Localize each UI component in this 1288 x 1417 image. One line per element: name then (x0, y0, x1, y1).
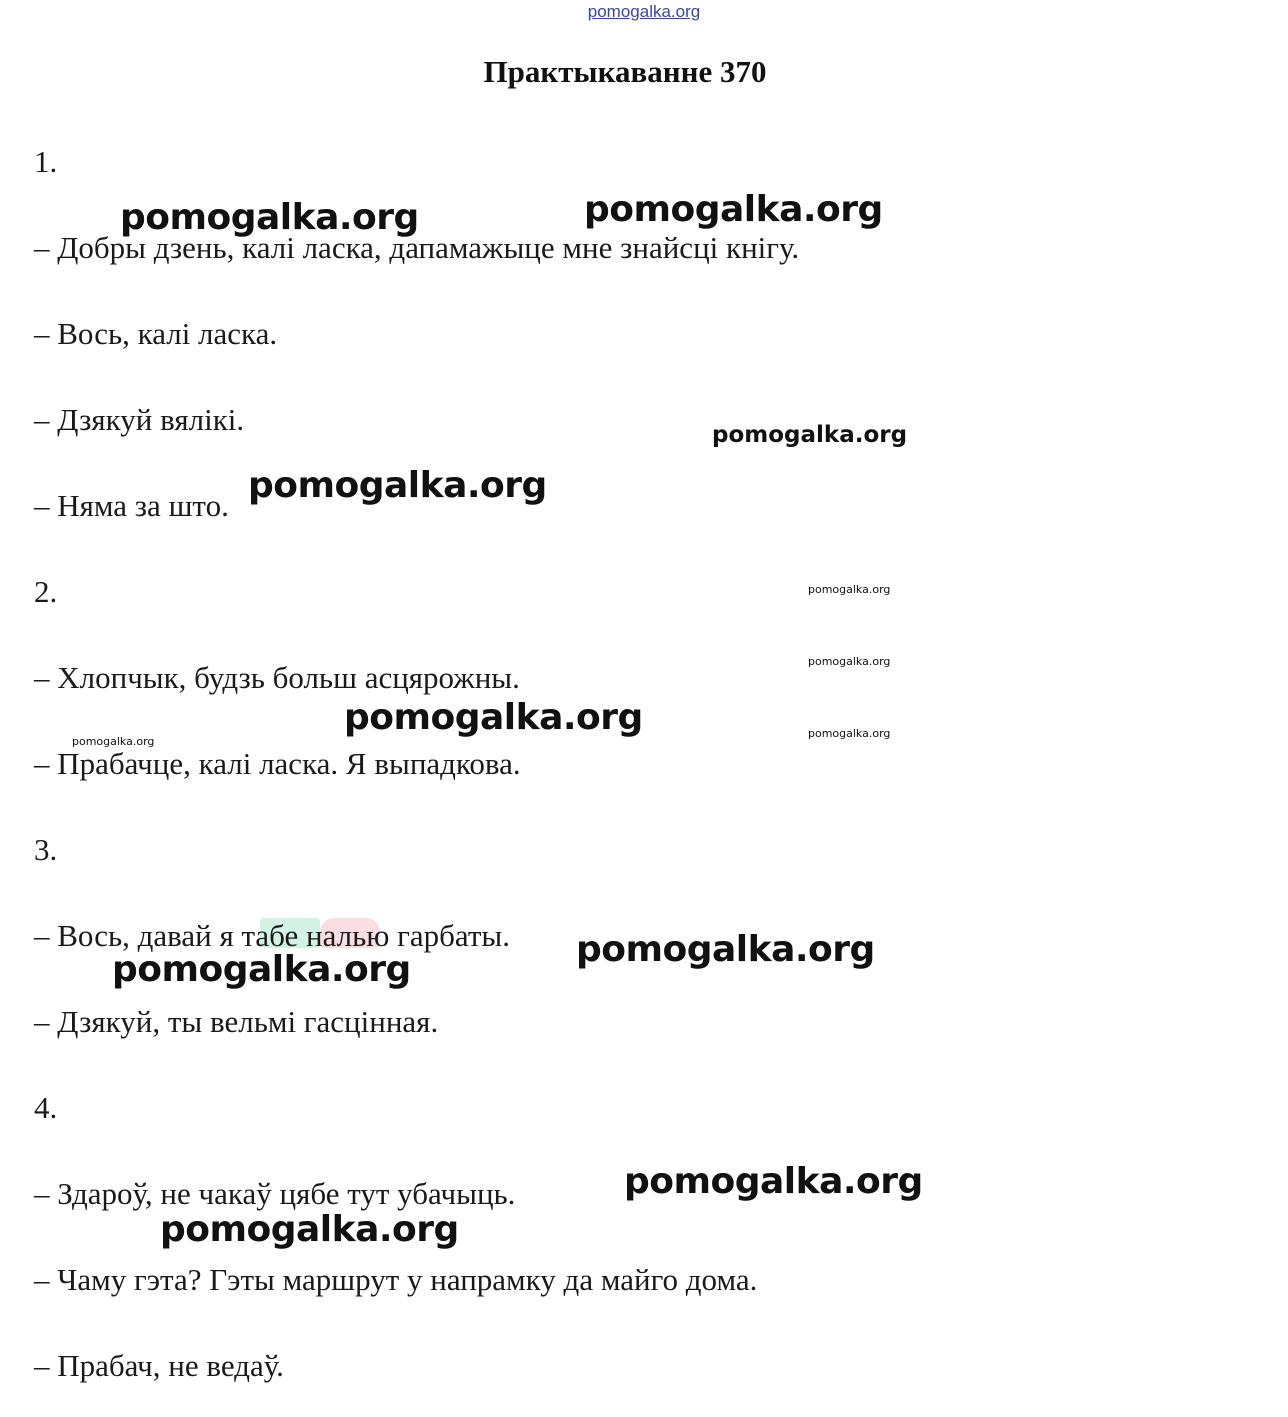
dialogue-line: – Чаму гэта? Гэты маршрут у напрамку да майго дома. (34, 1262, 758, 1297)
page-title: Практыкаванне 370 (483, 54, 767, 89)
watermark: pomogalka.org (808, 727, 891, 740)
dialogue-line: – Вось, калі ласка. (34, 316, 278, 351)
watermark: pomogalka.org (712, 422, 908, 448)
section-number: 3. (34, 832, 58, 867)
watermark: pomogalka.org (344, 697, 643, 738)
dialogue-line: – Хлопчык, будзь больш асцярожны. (34, 660, 520, 695)
dialogue-line: – Прабачце, калі ласка. Я выпадкова. (34, 746, 521, 781)
dialogue-line: – Вось, давай я табе налью гарбаты. (34, 918, 510, 953)
section-number: 4. (34, 1090, 58, 1125)
dialogue-line: – Дзякуй вялікі. (34, 402, 245, 437)
section-number: 2. (34, 574, 58, 609)
dialogue-line: – Прабач, не ведаў. (34, 1348, 284, 1383)
watermark: pomogalka.org (112, 949, 411, 990)
dialogue-line: – Добры дзень, калі ласка, дапамажыце мне знайсці кнігу. (34, 230, 800, 265)
watermark: pomogalka.org (120, 197, 419, 238)
watermark: pomogalka.org (808, 583, 891, 596)
site-link[interactable]: pomogalka.org (587, 2, 701, 21)
watermark: pomogalka.org (72, 735, 155, 748)
watermark: pomogalka.org (584, 189, 883, 230)
dialogue-line: – Здароў, не чакаў цябе тут убачыць. (34, 1176, 516, 1211)
dialogue-line: – Няма за што. (34, 488, 229, 523)
watermark: pomogalka.org (576, 929, 875, 970)
watermark: pomogalka.org (248, 465, 547, 506)
watermark: pomogalka.org (808, 655, 891, 668)
section-number: 1. (34, 144, 58, 179)
watermark: pomogalka.org (160, 1209, 459, 1250)
watermark: pomogalka.org (624, 1161, 923, 1202)
dialogue-line: – Дзякуй, ты вельмі гасцінная. (34, 1004, 439, 1039)
